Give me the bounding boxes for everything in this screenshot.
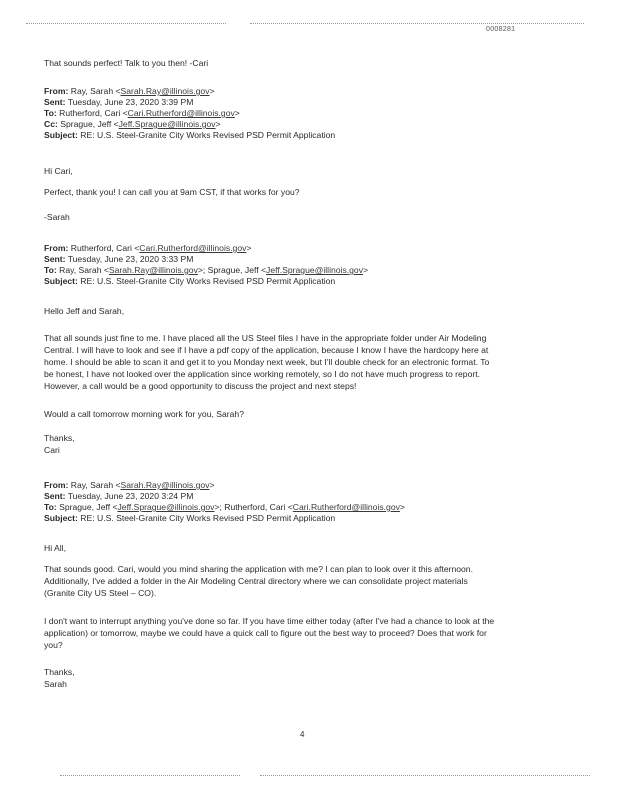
email1-to-label: To: [44, 108, 57, 118]
email3-body-line: That sounds good. Cari, would you mind sharing the application with me? I can plan to look over it this afternoon. [44, 564, 473, 574]
bates-number: 0008281 [486, 26, 516, 33]
email3-body-line: application) or tomorrow, maybe we could have a quick call to figure out the best way to proceed? Does that work for [44, 628, 487, 638]
email1-to-end: > [234, 108, 240, 118]
email2-from-email-link[interactable]: Cari.Rutherford@illinois.gov [139, 243, 247, 253]
email1-to-email-link[interactable]: Cari.Rutherford@illinois.gov [127, 108, 235, 118]
email1-cc-line [44, 119, 221, 130]
email3-from-email-link[interactable]: Sarah.Ray@illinois.gov [120, 480, 210, 490]
email2-body-line: Central. I will have to look and see if I have a pdf copy of the application, because I know I have the hardcopy here at [44, 345, 489, 355]
email1-signoff: -Sarah [44, 212, 70, 222]
email2-body-line: be honest, I have not looked over the application since working remotely, so I do not have much progress to report. [44, 369, 480, 379]
email1-to-line [44, 108, 240, 119]
email3-body-line: I don't want to interrupt anything you've done so far. If you have time either today (after I've had a chance to look at the [44, 616, 495, 626]
email3-from-end: > [209, 480, 215, 490]
email3-signature: Sarah [44, 679, 67, 689]
email2-from-line [44, 243, 251, 254]
email3-from-label: From: [44, 480, 69, 490]
email2-from-name: Rutherford, Cari < [70, 243, 140, 253]
email2-to-name: Ray, Sarah < [59, 265, 109, 275]
email2-subject-value: RE: U.S. Steel-Granite City Works Revised PSD Permit Application [80, 276, 336, 286]
email2-question: Would a call tomorrow morning work for you, Sarah? [44, 409, 244, 419]
email1-sent-label: Sent: [44, 97, 66, 107]
email3-body-line: you? [44, 640, 63, 650]
email3-to-name: Sprague, Jeff < [59, 502, 118, 512]
bottom-dotted-line-right [260, 775, 590, 777]
email2-body-line: That all sounds just fine to me. I have placed all the US Steel files I have in the appropriate folder under Air Modeling [44, 333, 487, 343]
email1-to-name: Rutherford, Cari < [59, 108, 128, 118]
email2-greeting: Hello Jeff and Sarah, [44, 306, 125, 316]
intro-line: That sounds perfect! Talk to you then! -Cari [44, 58, 209, 68]
email3-to-mid: >; Rutherford, Cari < [214, 502, 293, 512]
email1-body: Perfect, thank you! I can call you at 9am CST, if that works for you? [44, 187, 300, 197]
email3-to-email2-link[interactable]: Cari.Rutherford@illinois.gov [292, 502, 400, 512]
email3-greeting: Hi All, [44, 543, 66, 553]
email2-subject-line [44, 276, 335, 287]
email2-to-email-link[interactable]: Sarah.Ray@illinois.gov [108, 265, 198, 275]
email3-to-label: To: [44, 502, 57, 512]
email3-body-paragraph-1 [44, 563, 584, 599]
email1-from-name: Ray, Sarah < [70, 86, 121, 96]
email2-sent-line [44, 254, 193, 265]
email1-cc-label: Cc: [44, 119, 58, 129]
email3-subject-value: RE: U.S. Steel-Granite City Works Revised PSD Permit Application [80, 513, 336, 523]
email3-sent-line [44, 491, 193, 502]
email3-from-name: Ray, Sarah < [70, 480, 121, 490]
email1-subject-value: RE: U.S. Steel-Granite City Works Revised PSD Permit Application [80, 130, 336, 140]
email3-from-line [44, 480, 215, 491]
email1-greeting: Hi Cari, [44, 166, 73, 176]
email3-to-line [44, 502, 405, 513]
email3-subject-line [44, 513, 335, 524]
email3-body-paragraph-2 [44, 615, 584, 651]
page-number: 4 [300, 730, 305, 739]
email1-sent-value: Tuesday, June 23, 2020 3:39 PM [67, 97, 194, 107]
email2-sent-value: Tuesday, June 23, 2020 3:33 PM [67, 254, 194, 264]
email3-body-line: Additionally, I've added a folder in the Air Modeling Central directory where we can consolidate project materials [44, 576, 468, 586]
email2-to-end: > [363, 265, 369, 275]
email1-from-end: > [209, 86, 215, 96]
email2-thanks: Thanks, [44, 433, 75, 443]
email2-signature: Cari [44, 445, 60, 455]
bottom-dotted-line-left [60, 775, 240, 777]
email3-sent-value: Tuesday, June 23, 2020 3:24 PM [67, 491, 194, 501]
email2-sent-label: Sent: [44, 254, 66, 264]
email2-to-label: To: [44, 265, 57, 275]
email2-to-mid: >; Sprague, Jeff < [197, 265, 267, 275]
email2-from-label: From: [44, 243, 69, 253]
email3-sent-label: Sent: [44, 491, 66, 501]
email3-body-line: (Granite City US Steel – CO). [44, 588, 157, 598]
email2-body-line: home. I should be able to scan it and get it to you Monday next week, but I'll double check for an electronic format. To [44, 357, 490, 367]
email1-cc-email-link[interactable]: Jeff.Sprague@illinois.gov [118, 119, 216, 129]
email2-to-line [44, 265, 368, 276]
email3-thanks: Thanks, [44, 667, 75, 677]
email3-subject-label: Subject: [44, 513, 78, 523]
email2-body-line: However, a call would be a good opportunity to discuss the project and next steps! [44, 381, 357, 391]
email3-to-email-link[interactable]: Jeff.Sprague@illinois.gov [117, 502, 215, 512]
email1-cc-name: Sprague, Jeff < [60, 119, 119, 129]
email2-body-paragraph [44, 332, 584, 392]
email1-subject-label: Subject: [44, 130, 78, 140]
email1-sent-line [44, 97, 193, 108]
email1-from-email-link[interactable]: Sarah.Ray@illinois.gov [120, 86, 210, 96]
email2-from-end: > [246, 243, 252, 253]
email2-subject-label: Subject: [44, 276, 78, 286]
email1-from-label: From: [44, 86, 69, 96]
email3-to-end: > [399, 502, 405, 512]
email2-to-email2-link[interactable]: Jeff.Sprague@illinois.gov [266, 265, 363, 275]
email1-cc-end: > [215, 119, 221, 129]
top-dotted-line-right [250, 23, 584, 25]
top-dotted-line-left [26, 23, 226, 25]
email1-from-line [44, 86, 215, 97]
email1-subject-line [44, 130, 335, 141]
